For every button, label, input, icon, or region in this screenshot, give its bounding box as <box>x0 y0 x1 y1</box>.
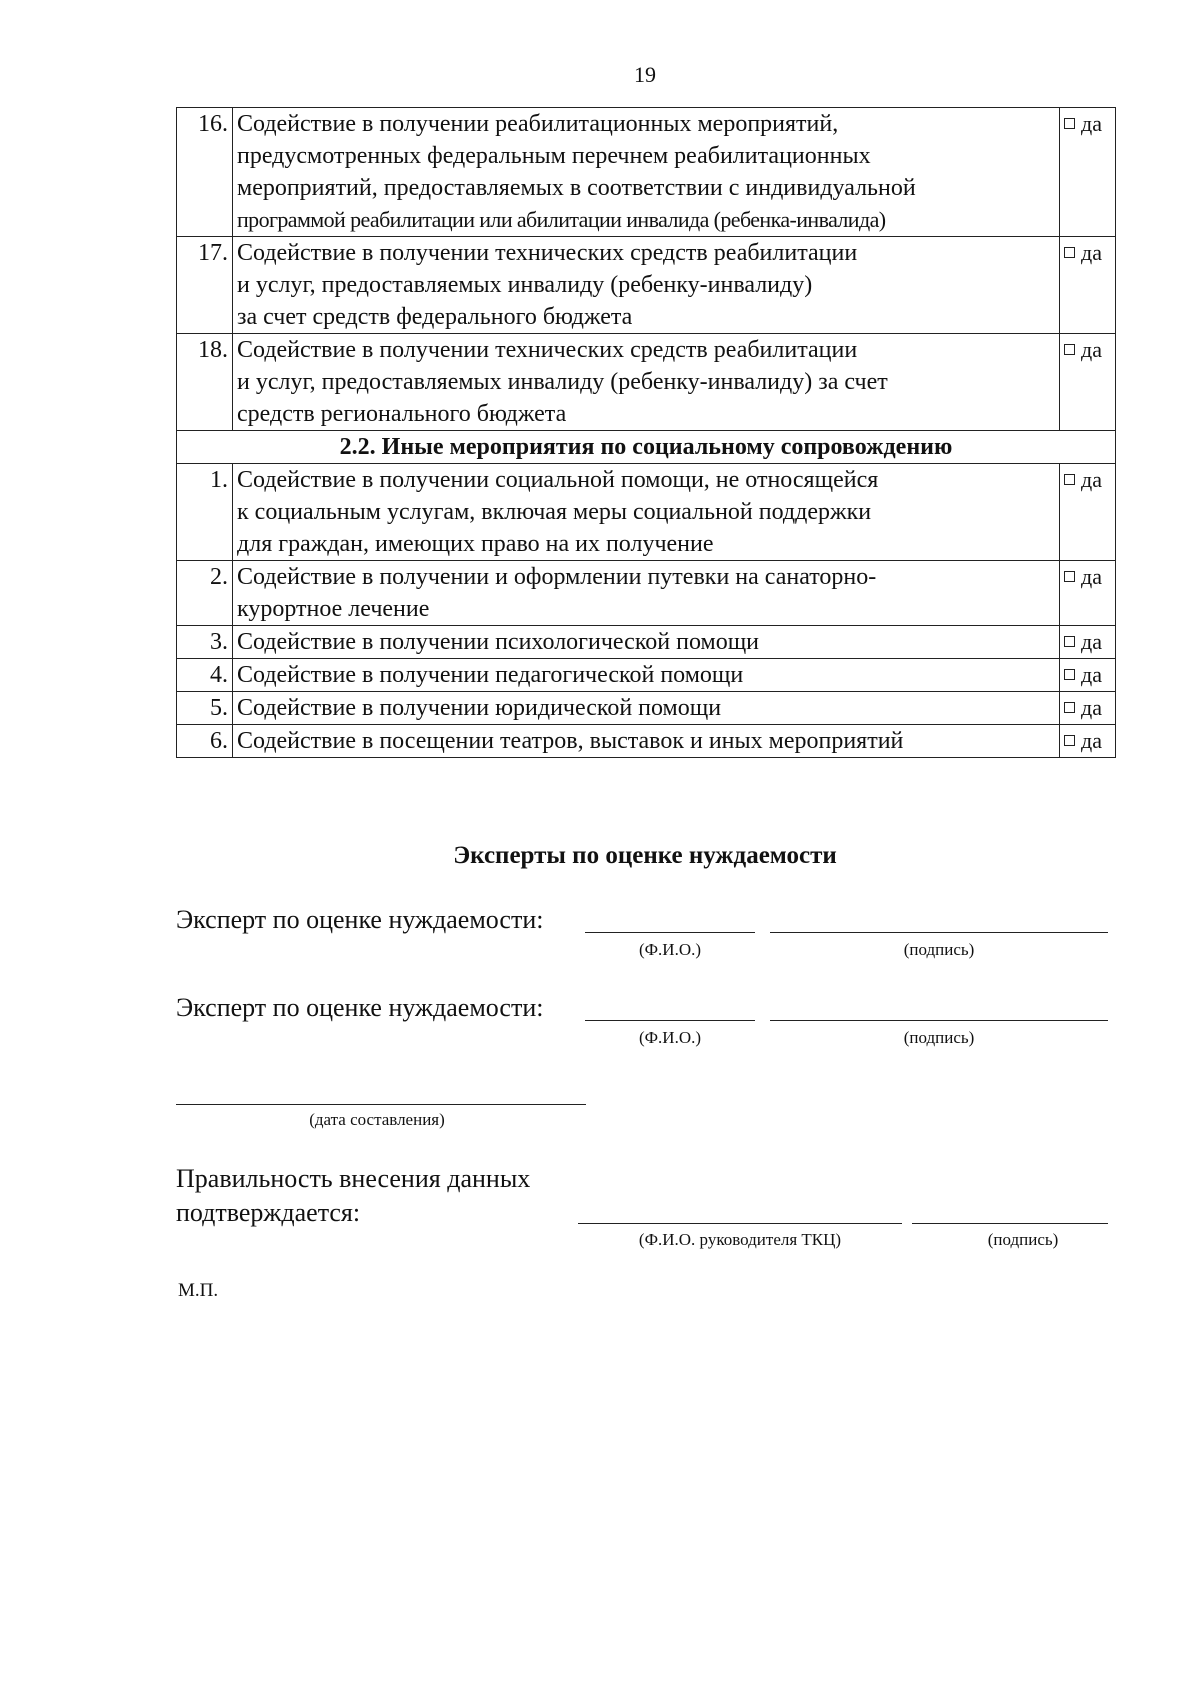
row-number: 6. <box>177 725 233 758</box>
row-number: 1. <box>177 464 233 561</box>
yes-option[interactable]: да <box>1060 237 1116 334</box>
checkbox-icon[interactable] <box>1064 571 1075 582</box>
checkbox-icon[interactable] <box>1064 669 1075 680</box>
yes-option[interactable]: да <box>1060 108 1116 237</box>
yes-option[interactable]: да <box>1060 725 1116 758</box>
expert-2-signature-line[interactable] <box>770 1020 1108 1021</box>
row-description: Содействие в получении юридической помощи <box>233 692 1060 725</box>
head-signature-line[interactable] <box>912 1223 1108 1224</box>
row-description: Содействие в получении технических средств реабилитации и услуг, предоставляемых инвалиду (ребенку-инвалиду) за счет средств регионального бюджета <box>233 334 1060 431</box>
table-row <box>177 237 1116 334</box>
expert-1-fio-line[interactable] <box>585 932 755 933</box>
section-header-row <box>177 431 1116 464</box>
row-number: 4. <box>177 659 233 692</box>
row-description: Содействие в получении реабилитационных мероприятий, предусмотренных федеральным перечнем реабилитационных мероприятий, предоставляемых в соответствии с индивидуальной программой реабилитации или абилитации инвалида (ребенка-инвалида) <box>233 108 1060 237</box>
row-description: Содействие в получении и оформлении путевки на санаторно- курортное лечение <box>233 561 1060 626</box>
measures-table <box>176 107 1116 758</box>
row-description: Содействие в получении технических средств реабилитации и услуг, предоставляемых инвалиду (ребенку-инвалиду) за счет средств федерального бюджета <box>233 237 1060 334</box>
table-row <box>177 561 1116 626</box>
table-row <box>177 464 1116 561</box>
yes-option[interactable]: да <box>1060 464 1116 561</box>
row-description: Содействие в получении социальной помощи, не относящейся к социальным услугам, включая меры социальной поддержки для граждан, имеющих право на их получение <box>233 464 1060 561</box>
row-description: Содействие в посещении театров, выставок и иных мероприятий <box>233 725 1060 758</box>
head-signature-caption: (подпись) <box>987 1230 1059 1249</box>
row-description: Содействие в получении педагогической помощи <box>233 659 1060 692</box>
checkbox-icon[interactable] <box>1064 118 1075 129</box>
table-row <box>177 659 1116 692</box>
head-fio-caption: (Ф.И.О. руководителя ТКЦ) <box>638 1230 842 1249</box>
checkbox-icon[interactable] <box>1064 735 1075 746</box>
row-number: 2. <box>177 561 233 626</box>
table-row <box>177 725 1116 758</box>
row-description: Содействие в получении психологической помощи <box>233 626 1060 659</box>
checkbox-icon[interactable] <box>1064 474 1075 485</box>
yes-option[interactable]: да <box>1060 334 1116 431</box>
expert-1-signature-caption: (подпись) <box>903 940 975 959</box>
table-row <box>177 626 1116 659</box>
confirmation-text: Правильность внесения данных подтверждается: <box>176 1164 531 1227</box>
section-title: 2.2. Иные мероприятия по социальному сопровождению <box>177 431 1116 464</box>
expert-2-signature-caption: (подпись) <box>903 1028 975 1047</box>
yes-option[interactable]: да <box>1060 692 1116 725</box>
yes-option[interactable]: да <box>1060 561 1116 626</box>
expert-2-fio-line[interactable] <box>585 1020 755 1021</box>
table-row <box>177 692 1116 725</box>
yes-option[interactable]: да <box>1060 626 1116 659</box>
head-fio-line[interactable] <box>578 1223 902 1224</box>
row-number: 3. <box>177 626 233 659</box>
row-number: 5. <box>177 692 233 725</box>
table-row <box>177 334 1116 431</box>
experts-heading: Эксперты по оценке нуждаемости <box>453 842 837 869</box>
expert-1-signature-line[interactable] <box>770 932 1108 933</box>
expert-1-label: Эксперт по оценке нуждаемости: <box>176 905 544 934</box>
row-number: 17. <box>177 237 233 334</box>
yes-option[interactable]: да <box>1060 659 1116 692</box>
expert-2-fio-caption: (Ф.И.О.) <box>638 1028 702 1047</box>
date-line[interactable] <box>176 1104 586 1105</box>
expert-2-label: Эксперт по оценке нуждаемости: <box>176 993 544 1022</box>
row-number: 18. <box>177 334 233 431</box>
checkbox-icon[interactable] <box>1064 636 1075 647</box>
page-number: 19 <box>634 62 656 87</box>
checkbox-icon[interactable] <box>1064 247 1075 258</box>
stamp-label: М.П. <box>178 1280 219 1301</box>
table-row <box>177 108 1116 237</box>
checkbox-icon[interactable] <box>1064 702 1075 713</box>
date-caption: (дата составления) <box>309 1110 445 1129</box>
expert-1-fio-caption: (Ф.И.О.) <box>638 940 702 959</box>
row-number: 16. <box>177 108 233 237</box>
checkbox-icon[interactable] <box>1064 344 1075 355</box>
